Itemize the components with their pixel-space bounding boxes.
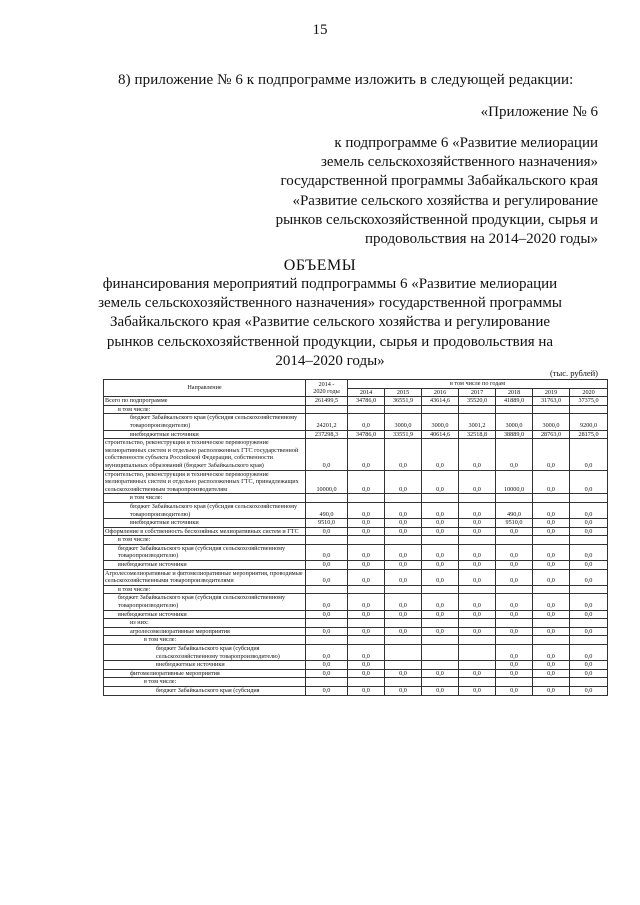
row-value: 10000,0 (496, 470, 533, 494)
row-value: 0,0 (385, 686, 422, 695)
table-row (104, 414, 608, 430)
subtitle-line: «Развитие сельского хозяйства и регулирование (292, 192, 598, 209)
row-value (385, 585, 422, 594)
row-value: 0,0 (459, 610, 496, 619)
row-value: 10000,0 (306, 470, 348, 494)
row-value: 41889,0 (496, 397, 533, 406)
header-year: 2015 (385, 388, 422, 397)
description-line: Забайкальского края «Развитие сельского хозяйства и регулирование (109, 314, 551, 331)
row-value: 0,0 (385, 527, 422, 536)
row-value: 0,0 (459, 594, 496, 610)
row-value: 35520,0 (459, 397, 496, 406)
row-label: в том числе: (104, 585, 306, 594)
row-value: 0,0 (348, 594, 385, 610)
units-label: (тыс. рублей) (549, 368, 598, 378)
row-value: 0,0 (306, 561, 348, 570)
table-row (104, 561, 608, 570)
row-value (533, 405, 570, 414)
row-value: 28763,0 (533, 430, 570, 439)
row-value (422, 405, 459, 414)
description-line: рынков сельскохозяйственной продукции, сырья и продовольствия на (106, 333, 554, 350)
row-value: 0,0 (496, 569, 533, 585)
funding-table (103, 379, 608, 696)
table-row (104, 678, 608, 687)
row-value (385, 619, 422, 628)
row-value: 0,0 (496, 544, 533, 560)
row-value (348, 494, 385, 503)
row-value: 0,0 (422, 527, 459, 536)
row-value: 0,0 (496, 669, 533, 678)
row-value: 9510,0 (496, 519, 533, 528)
row-value: 0,0 (533, 470, 570, 494)
row-value: 0,0 (570, 544, 608, 560)
row-value: 0,0 (306, 544, 348, 560)
table-row (104, 585, 608, 594)
page-number: 15 (312, 22, 328, 38)
row-value (570, 619, 608, 628)
header-year: 2020 (570, 388, 608, 397)
row-value: 0,0 (496, 661, 533, 670)
table-row (104, 494, 608, 503)
table-row (104, 661, 608, 670)
row-value: 0,0 (570, 627, 608, 636)
table-row (104, 569, 608, 585)
row-value (306, 678, 348, 687)
row-value (459, 494, 496, 503)
table-row (104, 645, 608, 661)
row-value: 3000,0 (496, 414, 533, 430)
row-value: 0,0 (306, 661, 348, 670)
description-line: земель сельскохозяйственного назначения» государственной программы (98, 295, 562, 312)
row-value: 0,0 (348, 627, 385, 636)
row-value: 28175,0 (570, 430, 608, 439)
row-value: 0,0 (348, 519, 385, 528)
row-value (459, 536, 496, 545)
row-value: 0,0 (422, 627, 459, 636)
row-value (533, 536, 570, 545)
row-value (496, 619, 533, 628)
row-value: 0,0 (496, 527, 533, 536)
row-value (348, 678, 385, 687)
row-value: 0,0 (459, 519, 496, 528)
row-value: 0,0 (385, 669, 422, 678)
row-label: в том числе: (104, 494, 306, 503)
row-value: 490,0 (496, 502, 533, 518)
row-value (385, 678, 422, 687)
row-value: 33551,9 (385, 430, 422, 439)
row-label: бюджет Забайкальского края (субсидия (104, 686, 306, 695)
row-value: 0,0 (570, 569, 608, 585)
subtitle-line: рынков сельскохозяйственной продукции, сырья и (275, 211, 598, 228)
row-value: 0,0 (459, 502, 496, 518)
row-value: 237298,3 (306, 430, 348, 439)
row-value: 0,0 (422, 439, 459, 470)
row-value: 0,0 (306, 527, 348, 536)
row-label: внебюджетные источники (104, 519, 306, 528)
row-value (459, 661, 496, 670)
row-value: 0,0 (385, 519, 422, 528)
row-value (533, 636, 570, 645)
table-row (104, 544, 608, 560)
table-row (104, 527, 608, 536)
header-total-line: 2020 годы (313, 388, 340, 396)
row-value: 0,0 (385, 569, 422, 585)
row-value: 0,0 (385, 594, 422, 610)
row-value: 0,0 (533, 527, 570, 536)
row-value (496, 405, 533, 414)
row-value (385, 645, 422, 661)
row-value (306, 494, 348, 503)
row-value: 0,0 (422, 519, 459, 528)
row-value: 0,0 (459, 439, 496, 470)
row-value: 34786,0 (348, 430, 385, 439)
row-value (459, 636, 496, 645)
row-value (533, 585, 570, 594)
row-value: 0,0 (385, 439, 422, 470)
row-value (385, 636, 422, 645)
row-value: 9200,0 (570, 414, 608, 430)
intro-text: 8) приложение № 6 к подпрограмме изложить в следующей редакции: (118, 72, 574, 88)
row-value: 0,0 (570, 610, 608, 619)
row-value (533, 678, 570, 687)
table-row (104, 430, 608, 439)
row-value: 3001,2 (459, 414, 496, 430)
table-row (104, 397, 608, 406)
table-row (104, 519, 608, 528)
row-value: 0,0 (496, 561, 533, 570)
row-value (422, 536, 459, 545)
row-value: 31763,0 (533, 397, 570, 406)
table-row (104, 470, 608, 494)
row-value (496, 494, 533, 503)
row-label: бюджет Забайкальского края (субсидия сельскохозяйственному товаропроизводителю) (104, 502, 306, 518)
row-value: 37375,0 (570, 397, 608, 406)
row-value: 0,0 (422, 502, 459, 518)
table-header-row (104, 380, 608, 389)
row-value (459, 405, 496, 414)
row-value: 0,0 (348, 544, 385, 560)
row-value: 0,0 (422, 569, 459, 585)
row-value: 0,0 (348, 561, 385, 570)
row-value: 0,0 (496, 686, 533, 695)
row-value: 0,0 (385, 627, 422, 636)
row-value (348, 636, 385, 645)
header-year: 2014 (348, 388, 385, 397)
row-value: 3000,0 (533, 414, 570, 430)
table-row (104, 439, 608, 470)
row-value (570, 494, 608, 503)
row-value: 0,0 (385, 561, 422, 570)
row-value: 0,0 (496, 610, 533, 619)
row-value: 0,0 (570, 561, 608, 570)
row-value (496, 636, 533, 645)
subtitle-line: к подпрограмме 6 «Развитие мелиорации (334, 135, 598, 151)
row-value (570, 536, 608, 545)
row-value: 0,0 (459, 627, 496, 636)
row-label: в том числе: (104, 405, 306, 414)
table-row (104, 636, 608, 645)
row-value: 0,0 (570, 470, 608, 494)
row-value: 0,0 (533, 502, 570, 518)
row-value: 0,0 (533, 661, 570, 670)
row-label: в том числе: (104, 678, 306, 687)
header-year: 2018 (496, 388, 533, 397)
row-value: 0,0 (533, 669, 570, 678)
row-value: 0,0 (533, 594, 570, 610)
header-year: 2017 (459, 388, 496, 397)
row-value: 3000,0 (422, 414, 459, 430)
row-value (422, 619, 459, 628)
row-value (348, 405, 385, 414)
row-label: внебюджетные источники (104, 610, 306, 619)
row-value: 0,0 (459, 569, 496, 585)
row-value: 0,0 (306, 594, 348, 610)
row-label: бюджет Забайкальского края (субсидия сельскохозяйственному товаропроизводителю) (104, 544, 306, 560)
row-value (306, 636, 348, 645)
row-value: 0,0 (533, 439, 570, 470)
row-value: 0,0 (385, 610, 422, 619)
row-value: 0,0 (422, 686, 459, 695)
row-label: бюджет Забайкальского края (субсидия сельскохозяйственному товаропроизводителю) (104, 645, 306, 661)
row-value: 0,0 (533, 627, 570, 636)
row-value: 0,0 (496, 627, 533, 636)
table-row (104, 502, 608, 518)
row-value: 0,0 (459, 470, 496, 494)
row-value: 0,0 (570, 527, 608, 536)
row-value: 0,0 (348, 439, 385, 470)
row-value: 490,0 (306, 502, 348, 518)
row-label: строительство, реконструкция и техническое перевооружение мелиоративных систем и отдельно расположенных ГТС, принадлежащих сельскохозяйственным товаропроизводителям (104, 470, 306, 494)
row-value (459, 619, 496, 628)
appendix-subtitle (218, 134, 598, 249)
row-value (496, 585, 533, 594)
row-value (570, 636, 608, 645)
row-value: 0,0 (459, 544, 496, 560)
row-value: 0,0 (306, 627, 348, 636)
row-value: 0,0 (570, 594, 608, 610)
row-value (570, 405, 608, 414)
row-value: 0,0 (422, 669, 459, 678)
row-value (306, 405, 348, 414)
row-value: 0,0 (459, 527, 496, 536)
row-label: в том числе: (104, 636, 306, 645)
row-value (422, 494, 459, 503)
row-label: из них: (104, 619, 306, 628)
row-value (533, 494, 570, 503)
row-value: 261499,5 (306, 397, 348, 406)
row-value: 0,0 (385, 544, 422, 560)
row-label: строительство, реконструкция и техническое перевооружение мелиоративных систем и отдельно расположенных ГТС государственной собственности субъекта Российской Федерации, собственности муниципальных образований (бюджет Забайкальского края) (104, 439, 306, 470)
row-label: Агролесомелиоративные и фитомелиоративные мероприятия, проводимые сельскохозяйственными товаропроизводителями (104, 569, 306, 585)
row-value: 0,0 (348, 470, 385, 494)
row-value (422, 678, 459, 687)
row-value: 0,0 (496, 645, 533, 661)
row-value: 36551,9 (385, 397, 422, 406)
row-value: 0,0 (422, 561, 459, 570)
header-by-years: в том числе по годам (348, 380, 608, 389)
subtitle-line: продовольствия на 2014–2020 годы» (364, 231, 598, 248)
row-value: 0,0 (570, 669, 608, 678)
row-value: 0,0 (348, 645, 385, 661)
appendix-label: «Приложение № 6 (480, 104, 598, 120)
row-value: 0,0 (570, 686, 608, 695)
row-value: 0,0 (306, 645, 348, 661)
row-value: 0,0 (306, 686, 348, 695)
table-row (104, 627, 608, 636)
row-value (306, 585, 348, 594)
row-value (533, 619, 570, 628)
description-line: финансирования мероприятий подпрограммы 6 «Развитие мелиорации (102, 276, 558, 292)
row-value (496, 678, 533, 687)
row-value (306, 619, 348, 628)
row-value: 0,0 (459, 561, 496, 570)
table-row (104, 686, 608, 695)
row-label: бюджет Забайкальского края (субсидия сельскохозяйственному товаропроизводителю) (104, 414, 306, 430)
row-value: 0,0 (348, 502, 385, 518)
header-total-line: 2014 - (318, 380, 335, 388)
document-description (95, 275, 565, 371)
row-value (459, 585, 496, 594)
row-value: 0,0 (422, 610, 459, 619)
row-value: 34786,0 (348, 397, 385, 406)
row-value: 0,0 (570, 439, 608, 470)
row-value: 9510,0 (306, 519, 348, 528)
row-value (496, 536, 533, 545)
row-value: 0,0 (348, 610, 385, 619)
row-value: 0,0 (385, 502, 422, 518)
row-value: 0,0 (348, 686, 385, 695)
row-value: 0,0 (570, 645, 608, 661)
row-value: 43614,6 (422, 397, 459, 406)
table-row (104, 610, 608, 619)
row-value: 0,0 (533, 686, 570, 695)
row-value (385, 405, 422, 414)
row-value: 0,0 (496, 594, 533, 610)
row-label: внебюджетные источники (104, 661, 306, 670)
row-value (422, 636, 459, 645)
table-row (104, 619, 608, 628)
row-value: 24201,2 (306, 414, 348, 430)
header-total (306, 380, 348, 397)
row-value: 38889,0 (496, 430, 533, 439)
row-value: 0,0 (385, 470, 422, 494)
subtitle-line: государственной программы Забайкальского края (280, 173, 598, 190)
row-value (570, 585, 608, 594)
row-value: 0,0 (422, 594, 459, 610)
table-body (104, 397, 608, 695)
row-value (348, 619, 385, 628)
row-value: 0,0 (496, 439, 533, 470)
row-value: 0,0 (306, 439, 348, 470)
row-value: 0,0 (533, 519, 570, 528)
table-row (104, 669, 608, 678)
row-value: 32518,8 (459, 430, 496, 439)
row-value: 0,0 (459, 686, 496, 695)
row-value (385, 661, 422, 670)
row-value: 0,0 (422, 470, 459, 494)
row-value (422, 661, 459, 670)
row-label: в том числе: (104, 536, 306, 545)
row-value: 0,0 (348, 414, 385, 430)
row-value (306, 536, 348, 545)
row-value: 0,0 (533, 645, 570, 661)
row-label: внебюджетные источники (104, 430, 306, 439)
row-value: 0,0 (533, 610, 570, 619)
row-value: 0,0 (348, 661, 385, 670)
table-row (104, 594, 608, 610)
row-value (459, 645, 496, 661)
table-row (104, 405, 608, 414)
row-value: 40614,6 (422, 430, 459, 439)
row-value: 0,0 (533, 544, 570, 560)
document-heading: ОБЪЕМЫ (283, 257, 357, 274)
table-row (104, 536, 608, 545)
row-label: Всего по подпрограмме (104, 397, 306, 406)
row-value: 0,0 (348, 569, 385, 585)
row-value (422, 585, 459, 594)
row-value (348, 585, 385, 594)
subtitle-line: земель сельскохозяйственного назначения» (320, 154, 598, 171)
row-label: агролесомелиоративные мероприятия (104, 627, 306, 636)
row-value: 0,0 (533, 569, 570, 585)
row-value: 0,0 (533, 561, 570, 570)
row-value (385, 536, 422, 545)
row-label: Оформление в собственность бесхозяйных мелиоративных систем и ГТС (104, 527, 306, 536)
row-value: 3000,0 (385, 414, 422, 430)
header-year: 2016 (422, 388, 459, 397)
header-direction: Направление (104, 380, 306, 397)
description-line: 2014–2020 годы» (275, 352, 385, 369)
row-value (385, 494, 422, 503)
row-label: фитомелиоративные мероприятия (104, 669, 306, 678)
row-value: 0,0 (570, 519, 608, 528)
row-value: 0,0 (306, 669, 348, 678)
row-label: внебюджетные источники (104, 561, 306, 570)
row-value (570, 678, 608, 687)
row-value (459, 678, 496, 687)
row-value: 0,0 (422, 544, 459, 560)
row-label: бюджет Забайкальского края (субсидия сельскохозяйственному товаропроизводителю) (104, 594, 306, 610)
row-value: 0,0 (306, 610, 348, 619)
row-value: 0,0 (459, 669, 496, 678)
row-value: 0,0 (306, 569, 348, 585)
row-value: 0,0 (348, 669, 385, 678)
row-value: 0,0 (348, 527, 385, 536)
row-value: 0,0 (570, 661, 608, 670)
header-year: 2019 (533, 388, 570, 397)
row-value (348, 536, 385, 545)
row-value: 0,0 (570, 502, 608, 518)
row-value (422, 645, 459, 661)
